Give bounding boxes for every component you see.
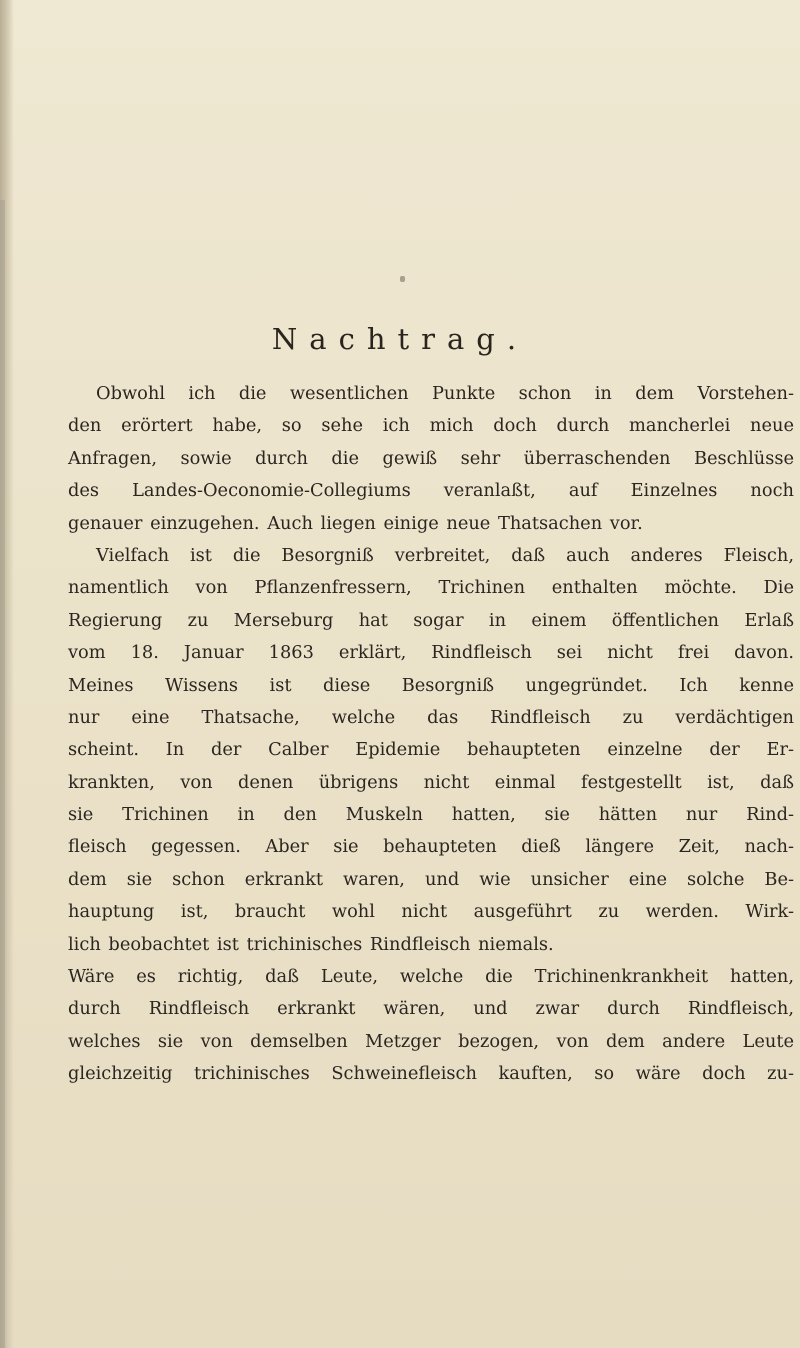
text-line: Anfragen, sowie durch die gewiß sehr überraschenden Beschlüsse [68, 447, 794, 469]
page-edge-mark [0, 200, 5, 1348]
text-line: fleisch gegessen. Aber sie behaupteten dieß längere Zeit, nach- [68, 836, 794, 858]
text-line: krankten, von denen übrigens nicht einmal festgestellt ist, daß [68, 771, 794, 793]
text-line: namentlich von Pflanzenfressern, Trichinen enthalten möchte. Die [68, 577, 794, 599]
text-line: welches sie von demselben Metzger bezogen, von dem andere Leute [68, 1030, 794, 1052]
text-line: gleichzeitig trichinisches Schweinefleisch kauften, so wäre doch zu- [68, 1063, 794, 1085]
page-title: Nachtrag. [271, 322, 529, 356]
text-line: durch Rindfleisch erkrankt wären, und zwar durch Rindfleisch, [68, 998, 794, 1020]
text-line: genauer einzugehen. Auch liegen einige neue Thatsachen vor. [68, 512, 643, 534]
text-line: sie Trichinen in den Muskeln hatten, sie hätten nur Rind- [68, 804, 794, 826]
text-line: vom 18. Januar 1863 erklärt, Rindfleisch sei nicht frei davon. [68, 642, 794, 664]
text-line: nur eine Thatsache, welche das Rindfleisch zu verdächtigen [68, 706, 794, 728]
text-line: Wäre es richtig, daß Leute, welche die Trichinenkrankheit hatten, [68, 966, 794, 988]
text-line: hauptung ist, braucht wohl nicht ausgeführt zu werden. Wirk- [68, 901, 794, 923]
text-line: scheint. In der Calber Epidemie behaupteten einzelne der Er- [68, 739, 794, 761]
paper-speck [400, 276, 405, 282]
text-line: des Landes-Oeconomie-Collegiums veranlaßt, auf Einzelnes noch [68, 480, 794, 502]
text-line: dem sie schon erkrankt waren, und wie unsicher eine solche Be- [68, 868, 794, 890]
text-line: den erörtert habe, so sehe ich mich doch durch mancherlei neue [68, 415, 794, 437]
text-line: Obwohl ich die wesentlichen Punkte schon in dem Vorstehen- [96, 383, 794, 404]
text-line: Meines Wissens ist diese Besorgniß ungegründet. Ich kenne [68, 674, 794, 696]
text-line: lich beobachtet ist trichinisches Rindfleisch niemals. [68, 933, 554, 955]
body-text [68, 378, 794, 1091]
text-line: Vielfach ist die Besorgniß verbreitet, daß auch anderes Fleisch, [96, 544, 794, 566]
text-line: Regierung zu Merseburg hat sogar in einem öffentlichen Erlaß [68, 609, 794, 631]
